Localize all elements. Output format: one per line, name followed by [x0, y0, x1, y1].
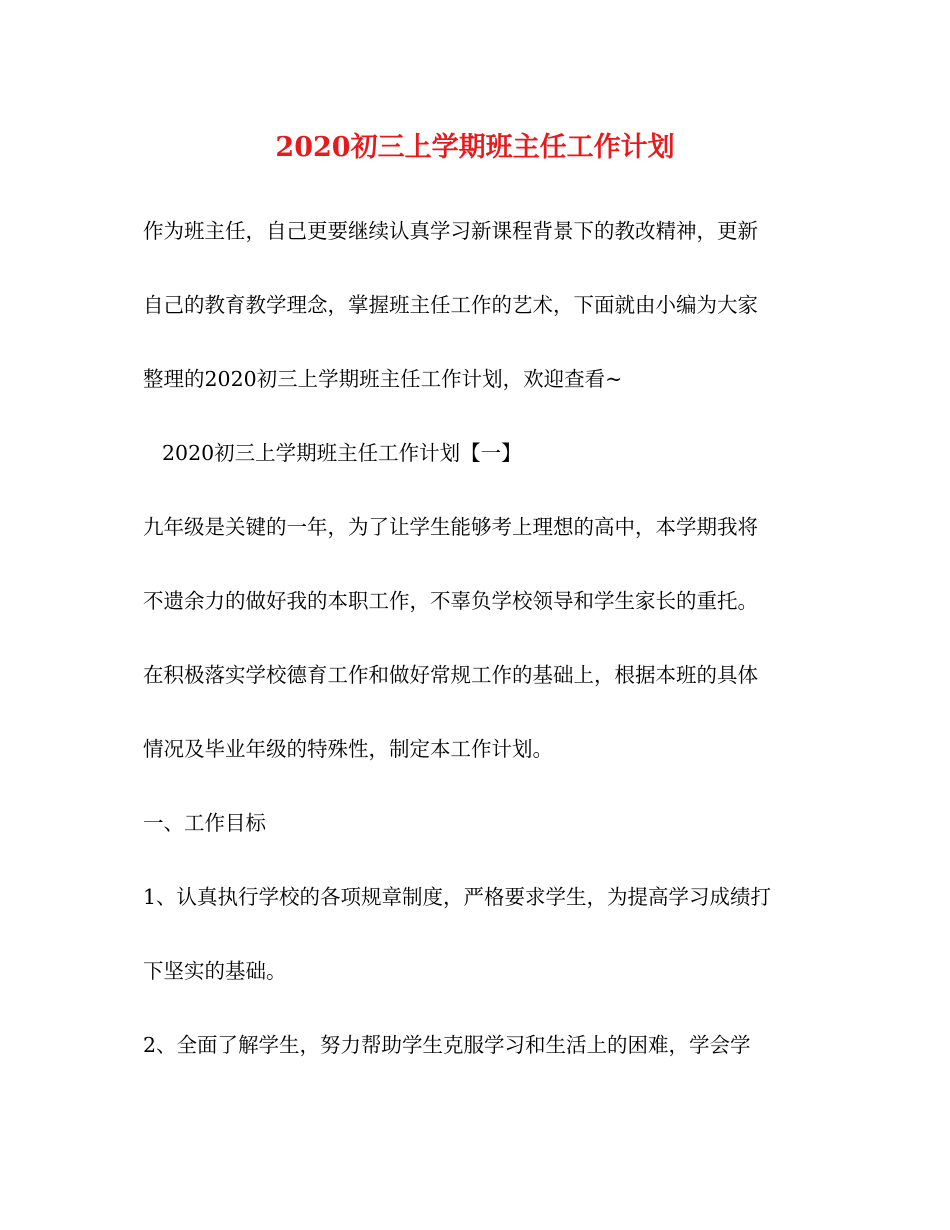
- document-title: 2020初三上学期班主任工作计划: [275, 132, 675, 163]
- paragraph-line: 在积极落实学校德育工作和做好常规工作的基础上，根据本班的具体: [143, 663, 758, 687]
- paragraph-line: 情况及毕业年级的特殊性，制定本工作计划。: [143, 737, 553, 761]
- paragraph-line: 自己的教育教学理念，掌握班主任工作的艺术，下面就由小编为大家: [143, 293, 758, 317]
- list-item-line: 1、认真执行学校的各项规章制度，严格要求学生，为提高学习成绩打: [143, 885, 772, 909]
- subsection-heading: 一、工作目标: [143, 811, 266, 835]
- list-item-line: 2、全面了解学生，努力帮助学生克服学习和生活上的困难，学会学: [143, 1033, 751, 1057]
- paragraph-line: 作为班主任，自己更要继续认真学习新课程背景下的教改精神，更新: [143, 219, 758, 243]
- section-heading: 2020初三上学期班主任工作计划【一】: [162, 441, 522, 465]
- paragraph-line: 整理的2020初三上学期班主任工作计划，欢迎查看~: [143, 367, 623, 391]
- paragraph-line: 不遗余力的做好我的本职工作，不辜负学校领导和学生家长的重托。: [143, 589, 758, 613]
- list-item-line: 下坚实的基础。: [143, 959, 287, 983]
- paragraph-line: 九年级是关键的一年，为了让学生能够考上理想的高中，本学期我将: [143, 515, 758, 539]
